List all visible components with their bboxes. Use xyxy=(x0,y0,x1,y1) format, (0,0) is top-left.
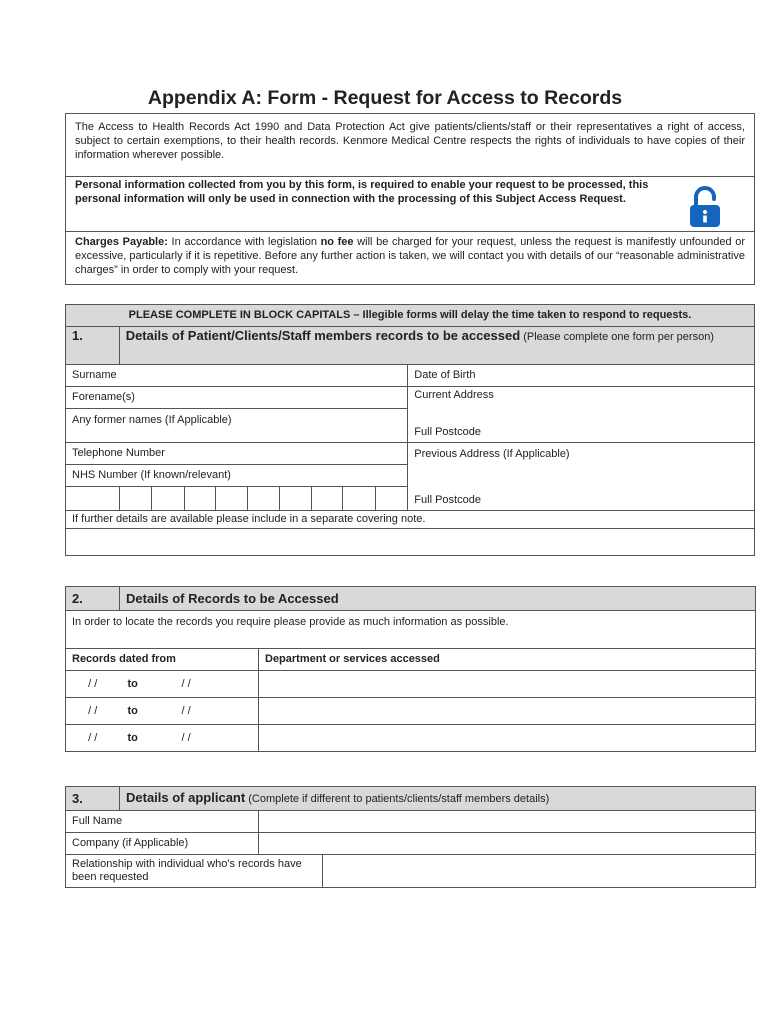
former-names-field[interactable] xyxy=(66,409,408,443)
intro-box xyxy=(65,113,755,285)
surname-field[interactable] xyxy=(66,365,408,387)
date-to-field[interactable]: / / xyxy=(176,671,259,698)
to-label: to xyxy=(120,725,176,752)
section3-number: 3. xyxy=(66,787,120,811)
section1-title: Details of Patient/Clients/Staff members records to be accessed xyxy=(125,328,521,343)
further-details-field[interactable] xyxy=(66,529,755,556)
telephone-field[interactable] xyxy=(66,443,408,465)
charges-text-a: In accordance with legislation xyxy=(167,236,321,248)
section1-heading xyxy=(119,327,754,365)
nhs-digit-box[interactable] xyxy=(343,487,375,511)
dob-label: Date of Birth xyxy=(414,369,476,381)
previous-address-label: Previous Address (If Applicable) xyxy=(414,448,570,460)
section1-note: (Please complete one form per person) xyxy=(520,331,714,343)
date-from-field[interactable]: / / xyxy=(66,725,120,752)
department-field[interactable] xyxy=(259,725,756,752)
intro-charges-text xyxy=(66,232,754,285)
telephone-label: Telephone Number xyxy=(72,447,165,459)
open-padlock-info-icon xyxy=(688,185,722,229)
section1-table xyxy=(65,304,755,556)
nhs-digit-box[interactable] xyxy=(184,487,215,511)
date-from-field[interactable]: / / xyxy=(66,698,120,725)
nhs-digit-box[interactable] xyxy=(119,487,151,511)
full-name-field[interactable] xyxy=(259,811,756,833)
date-from-field[interactable]: / / xyxy=(66,671,120,698)
department-field[interactable] xyxy=(259,671,756,698)
section2-instruction: In order to locate the records you require please provide as much information as possible. xyxy=(66,611,756,649)
records-dated-from-header: Records dated from xyxy=(66,649,259,671)
to-label: to xyxy=(120,671,176,698)
relationship-field[interactable] xyxy=(323,855,756,888)
company-label: Company (if Applicable) xyxy=(66,833,259,855)
charges-text-b: will be charged for your request, unless the request is manifestly unfounded or excessive, particularly if it is repetitive. Before any further action is taken, we will contact you with details of our “reasonable administrative charges” in order to comply with your request. xyxy=(75,236,745,276)
nhs-digit-box[interactable] xyxy=(375,487,407,511)
forenames-field[interactable] xyxy=(66,387,408,409)
relationship-label: Relationship with individual who’s records have been requested xyxy=(66,855,323,888)
department-field[interactable] xyxy=(259,698,756,725)
section3-title: Details of applicant xyxy=(126,790,246,805)
page-title: Appendix A: Form - Request for Access to Records xyxy=(147,87,623,109)
block-capitals-banner: PLEASE COMPLETE IN BLOCK CAPITALS – Illegible forms will delay the time taken to respond to requests. xyxy=(66,305,755,327)
intro-privacy-section xyxy=(66,177,754,232)
date-to-field[interactable]: / / xyxy=(176,698,259,725)
forenames-label: Forename(s) xyxy=(72,391,135,403)
company-field[interactable] xyxy=(259,833,756,855)
section3-table xyxy=(65,786,756,888)
to-label: to xyxy=(120,698,176,725)
further-details-note: If further details are available please include in a separate covering note. xyxy=(66,511,755,529)
nhs-digit-box[interactable] xyxy=(312,487,343,511)
section2-number: 2. xyxy=(66,587,120,611)
intro-privacy-text: Personal information collected from you by this form, is required to enable your request to be processed, this personal information will only be used in connection with the processing of this Subject Access Request. xyxy=(75,179,649,205)
nhs-digit-box[interactable] xyxy=(248,487,279,511)
nhs-digit-box[interactable] xyxy=(215,487,247,511)
nhs-number-label-cell xyxy=(66,465,408,487)
department-header: Department or services accessed xyxy=(259,649,756,671)
current-postcode-label: Full Postcode xyxy=(414,426,481,438)
current-address-field[interactable] xyxy=(408,387,755,443)
current-address-label: Current Address xyxy=(414,389,494,401)
nhs-digit-box[interactable] xyxy=(152,487,184,511)
section1-number: 1. xyxy=(66,327,120,365)
nhs-digit-box[interactable] xyxy=(66,487,120,511)
surname-label: Surname xyxy=(72,369,117,381)
previous-postcode-label: Full Postcode xyxy=(414,494,481,506)
full-name-label: Full Name xyxy=(66,811,259,833)
date-to-field[interactable]: / / xyxy=(176,725,259,752)
dob-field[interactable] xyxy=(408,365,755,387)
records-row xyxy=(66,671,756,698)
intro-legal-text: The Access to Health Records Act 1990 and Data Protection Act give patients/clients/staff or their representatives a right of access, subject to certain exemptions, to their health records. Kenmore Medical Centre respects the rights of individuals to have copies of their information wherever possible. xyxy=(66,120,754,177)
nhs-digit-box[interactable] xyxy=(279,487,311,511)
charges-no-fee: no fee xyxy=(320,236,354,248)
previous-address-field[interactable] xyxy=(408,443,755,511)
charges-label: Charges Payable: xyxy=(75,236,168,248)
records-row xyxy=(66,698,756,725)
section2-table xyxy=(65,586,756,752)
nhs-number-label: NHS Number (If known/relevant) xyxy=(72,469,231,481)
section3-note: (Complete if different to patients/clients/staff members details) xyxy=(245,793,550,805)
section2-title: Details of Records to be Accessed xyxy=(120,587,756,611)
former-names-label: Any former names (If Applicable) xyxy=(72,414,232,426)
records-row xyxy=(66,725,756,752)
section3-heading xyxy=(120,787,756,811)
